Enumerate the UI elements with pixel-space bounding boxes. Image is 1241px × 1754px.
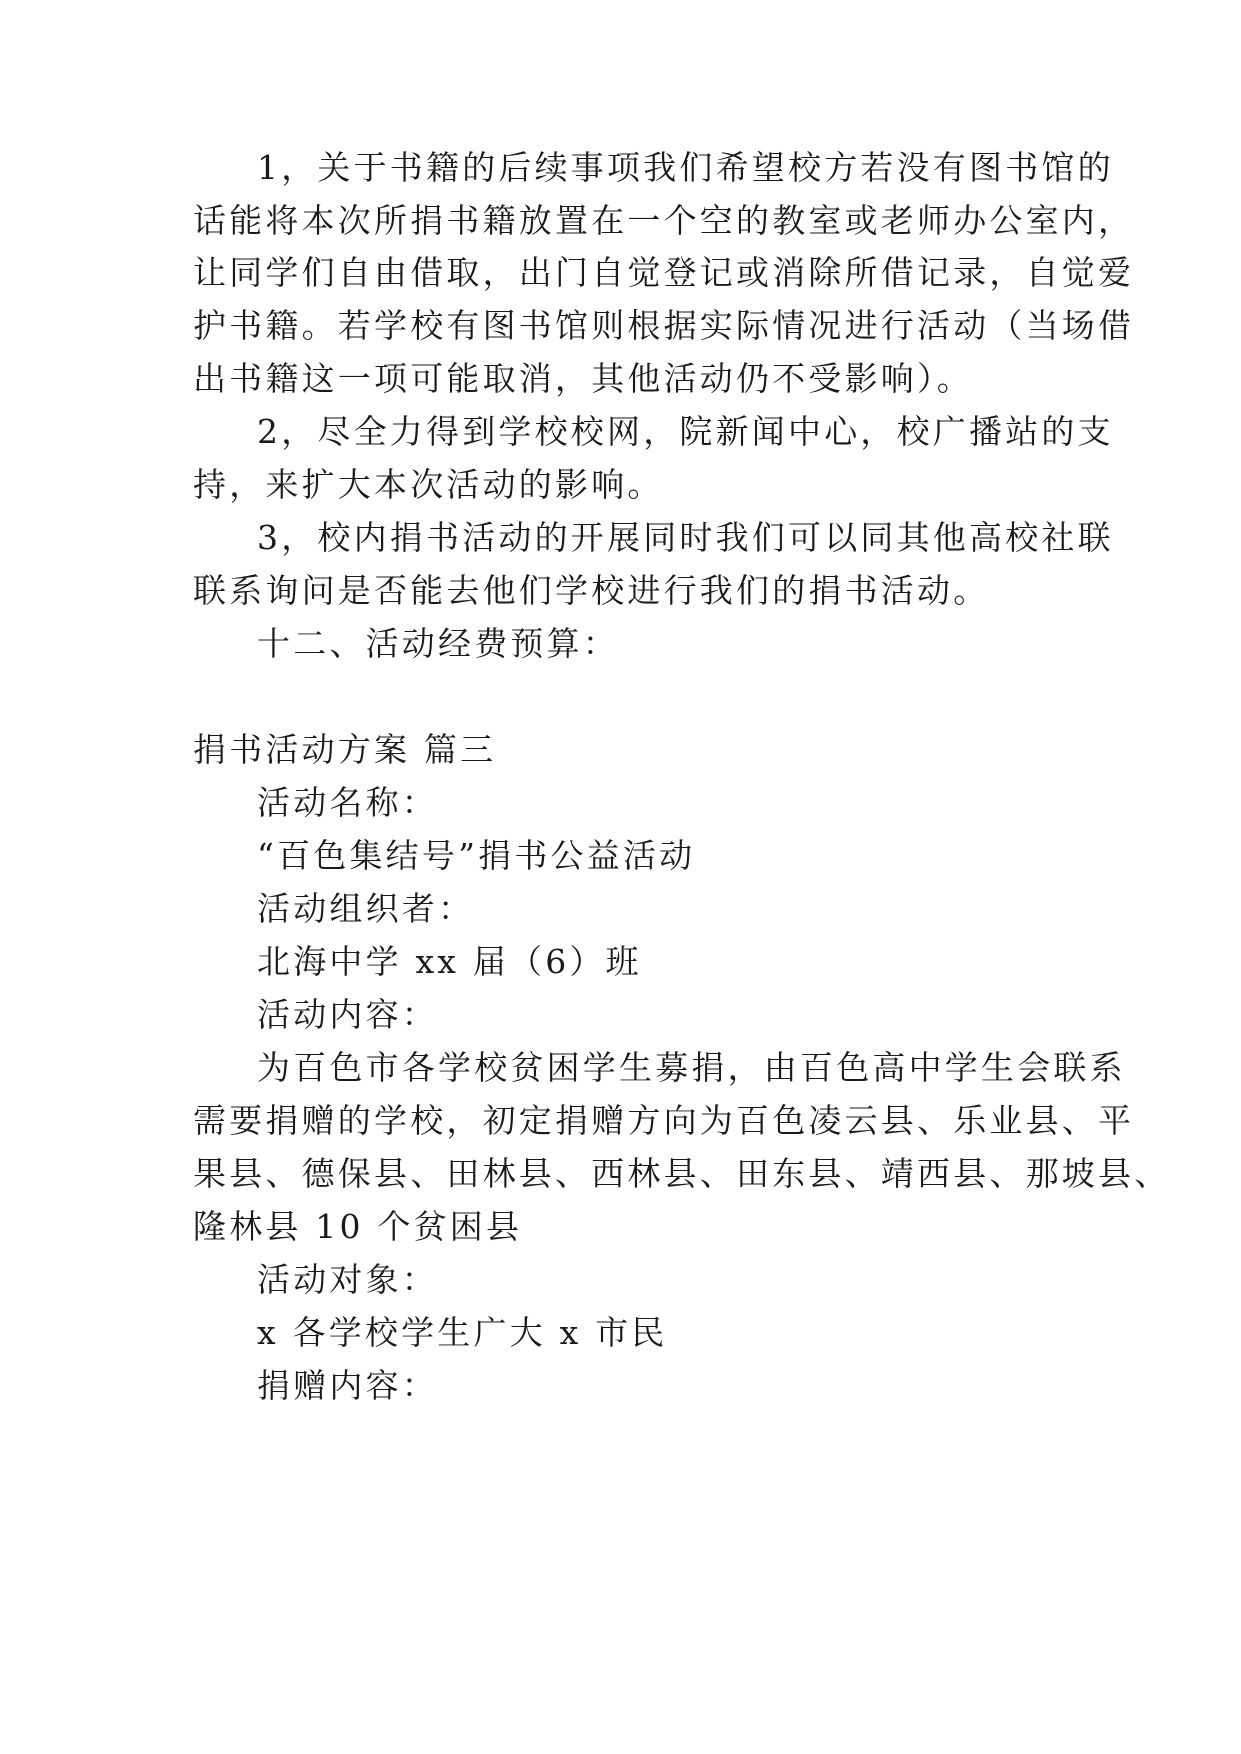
organizer-value: 北海中学 xx 届（6）班	[257, 942, 642, 981]
content-line-1: 为百色市各学校贫困学生募捐，由百色高中学生会联系	[257, 1048, 1126, 1087]
content-line-3: 果县、德保县、田林县、西林县、田东县、靖西县、那坡县、	[193, 1154, 1171, 1193]
paragraph-1-line-2: 话能将本次所捐书籍放置在一个空的教室或老师办公室内，	[193, 201, 1135, 240]
content-line-2: 需要捐赠的学校，初定捐赠方向为百色凌云县、乐业县、平	[193, 1101, 1135, 1140]
activity-name-value: “百色集结号”捐书公益活动	[257, 836, 696, 875]
paragraph-1-line-1: 1，关于书籍的后续事项我们希望校方若没有图书馆的	[257, 148, 1114, 187]
paragraph-1-line-4: 护书籍。若学校有图书馆则根据实际情况进行活动（当场借	[193, 306, 1135, 345]
paragraph-1-line-5: 出书籍这一项可能取消，其他活动仍不受影响）。	[193, 359, 973, 398]
target-label: 活动对象：	[257, 1260, 438, 1299]
target-value: x 各学校学生广大 x 市民	[257, 1313, 668, 1352]
donation-label: 捐赠内容：	[257, 1366, 438, 1405]
content-label: 活动内容：	[257, 995, 438, 1034]
organizer-label: 活动组织者：	[257, 889, 475, 928]
section-heading-budget: 十二、活动经费预算：	[257, 624, 619, 663]
content-line-4: 隆林县 10 个贫困县	[193, 1207, 523, 1246]
paragraph-1-line-3: 让同学们自由借取，出门自觉登记或消除所借记录，自觉爱	[193, 253, 1135, 292]
activity-name-label: 活动名称：	[257, 783, 438, 822]
paragraph-2-line-2: 持，来扩大本次活动的影响。	[193, 465, 664, 504]
paragraph-2-line-1: 2，尽全力得到学校校网，院新闻中心，校广播站的支	[257, 412, 1114, 451]
document-section-title: 捐书活动方案 篇三	[193, 730, 497, 769]
paragraph-3-line-2: 联系询问是否能去他们学校进行我们的捐书活动。	[193, 571, 990, 610]
paragraph-3-line-1: 3，校内捐书活动的开展同时我们可以同其他高校社联	[257, 518, 1114, 557]
